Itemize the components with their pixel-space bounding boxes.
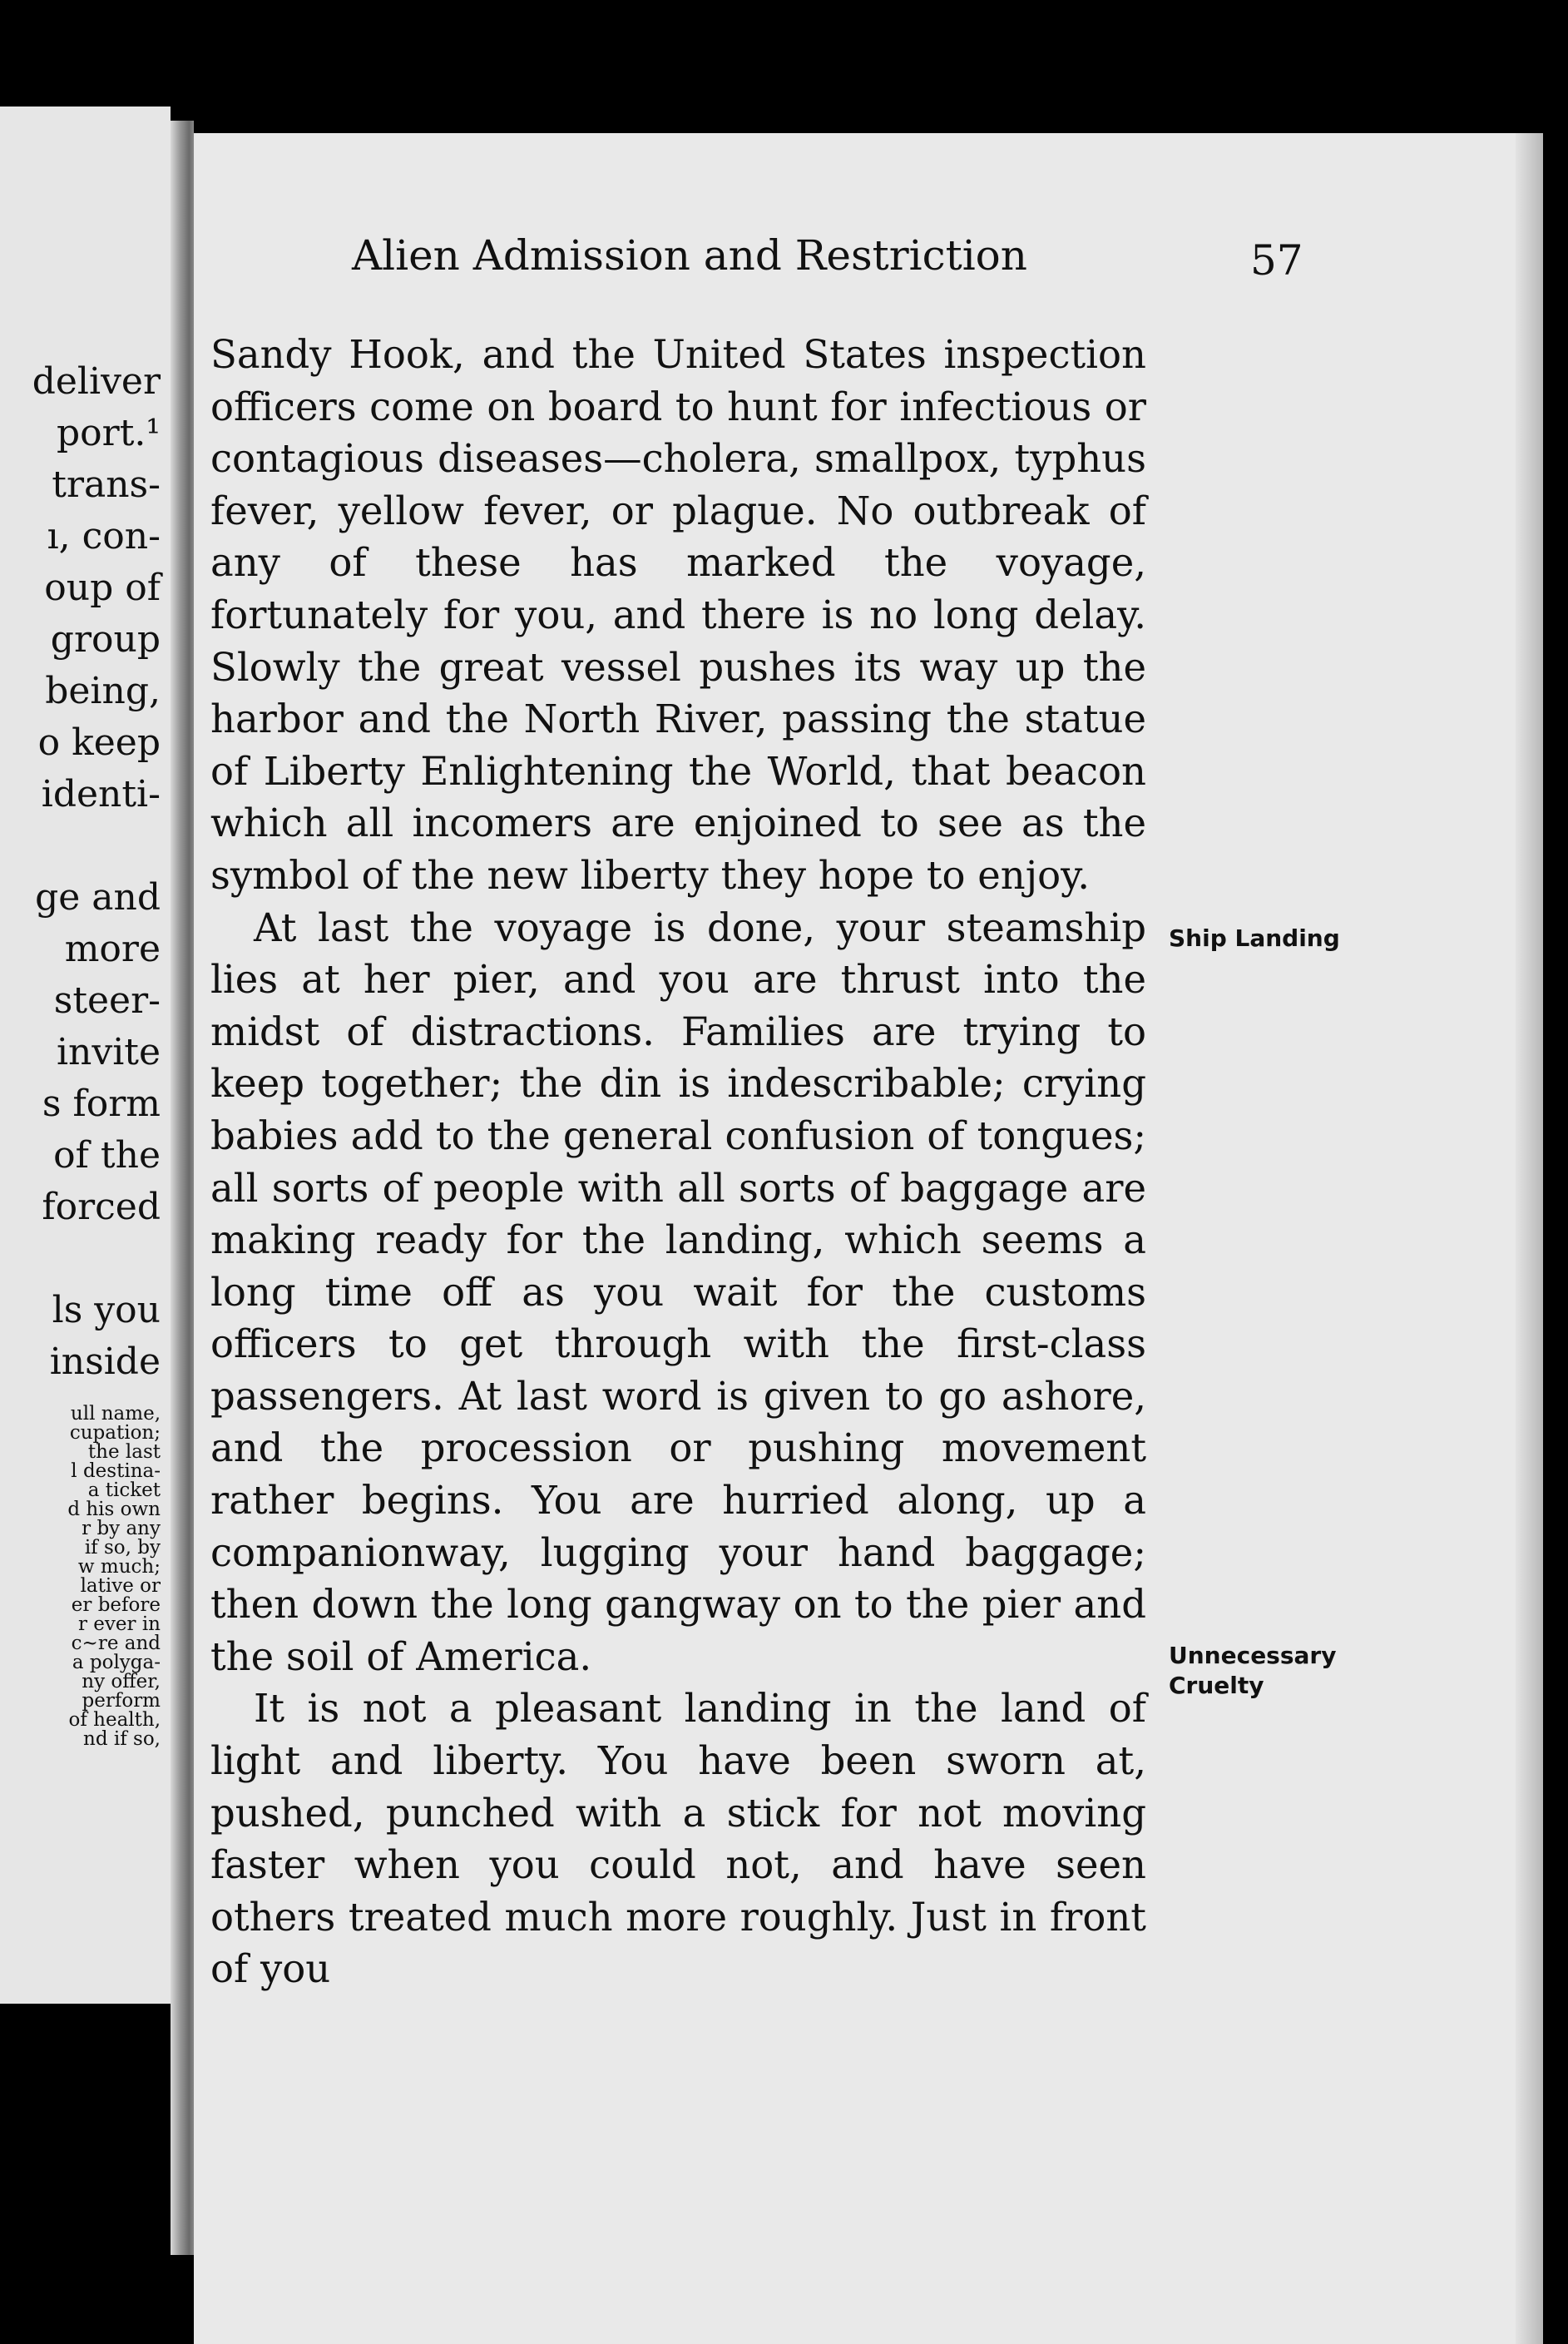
left-page-footnote bbox=[32, 1405, 161, 1749]
paragraph-3: It is not a pleasant landing in the land of light and liberty. You have been sworn at, pushed, punched with a stick for not moving faster when you could not, and have seen others treated much more roughly. Just in front of you bbox=[210, 1686, 1146, 1992]
left-page-line: trans- bbox=[52, 463, 161, 506]
page-number: 57 bbox=[1250, 236, 1303, 285]
left-page-line: ge and bbox=[35, 876, 161, 919]
left-page-line: of health, bbox=[68, 1709, 161, 1731]
left-page-line: of the bbox=[53, 1134, 161, 1177]
left-page-lines-a bbox=[32, 356, 161, 820]
left-page-line: c~re and bbox=[71, 1633, 161, 1654]
body-text bbox=[210, 329, 1146, 1995]
paragraph-1: Sandy Hook, and the United States inspection officers come on board to hunt for infectious or contagious diseases—cholera, smallpox, typhus fever, yellow fever, or plague. No outbreak of any of these has marked the voyage, fortunately for you, and there is no long delay. Slowly the great vessel pushes its way up the harbor and the North River, passing the statue of Liberty Enlightening the World, that beacon which all incomers are enjoined to see as the symbol of the new liberty they hope to enjoy. bbox=[210, 332, 1146, 898]
left-page-line: ı, con- bbox=[47, 515, 161, 558]
left-page-line: l destina- bbox=[71, 1460, 161, 1482]
left-page-line: r ever in bbox=[78, 1613, 161, 1635]
left-page-line: lative or bbox=[80, 1575, 161, 1597]
left-page-line: port.¹ bbox=[57, 412, 161, 454]
left-page-line: ny offer, bbox=[82, 1671, 161, 1692]
left-page-line: d his own bbox=[67, 1499, 161, 1520]
right-page bbox=[194, 133, 1543, 2344]
page-edge bbox=[1516, 133, 1543, 2344]
left-page-line: identi- bbox=[41, 773, 161, 815]
left-page-line: s form bbox=[42, 1083, 161, 1125]
margin-note-unnecessary-cruelty: Unnecessary Cruelty bbox=[1169, 1642, 1337, 1699]
left-page-line: perform bbox=[82, 1690, 161, 1712]
left-page-line: r by any bbox=[82, 1518, 161, 1539]
paragraph-2: At last the voyage is done, your steamship lies at her pier, and you are thrust into the midst of distractions. Families are trying to keep together; the din is indescribable; crying babies add to the general confusion of tongues; all sorts of people with all sorts of baggage are making ready for the landing, which seems a long time off as you wait for the customs officers to get through with the first-class passengers. At last word is given to go ashore, and the procession or pushing movement rather begins. You are hurried along, up a companionway, lugging your hand baggage; then down the long gangway on to the pier and the soil of America. bbox=[210, 904, 1146, 1679]
left-page-line: forced bbox=[42, 1186, 161, 1228]
left-page-text bbox=[32, 356, 161, 1749]
left-page-line: inside bbox=[49, 1340, 161, 1383]
book-gutter bbox=[171, 121, 194, 2255]
left-page-line: steer- bbox=[53, 979, 161, 1022]
left-page-line: if so, by bbox=[84, 1537, 161, 1559]
left-page-lines-b bbox=[32, 872, 161, 1233]
left-page-fragment bbox=[0, 107, 171, 2004]
left-page-line: cupation; bbox=[69, 1422, 161, 1444]
left-page-line: ls you bbox=[52, 1289, 161, 1331]
left-page-line: group bbox=[50, 618, 161, 661]
left-page-line: the last bbox=[87, 1441, 161, 1463]
running-head: Alien Admission and Restriction bbox=[352, 231, 1027, 280]
left-page-line: a polyga- bbox=[72, 1652, 161, 1673]
left-page-line: invite bbox=[56, 1031, 161, 1073]
left-page-line: nd if so, bbox=[83, 1728, 161, 1750]
left-page-line: o keep bbox=[37, 721, 161, 764]
left-page-line: being, bbox=[45, 670, 161, 712]
left-page-line: oup of bbox=[44, 567, 161, 609]
left-page-line: a ticket bbox=[87, 1479, 161, 1501]
left-page-line: er before bbox=[71, 1594, 161, 1616]
margin-note-ship-landing: Ship Landing bbox=[1169, 924, 1340, 952]
left-page-line: w much; bbox=[77, 1556, 161, 1578]
left-page-line: ull name, bbox=[70, 1403, 161, 1425]
left-page-lines-c bbox=[32, 1285, 161, 1388]
left-page-line: more bbox=[64, 928, 161, 970]
left-page-line: deliver bbox=[32, 360, 161, 403]
